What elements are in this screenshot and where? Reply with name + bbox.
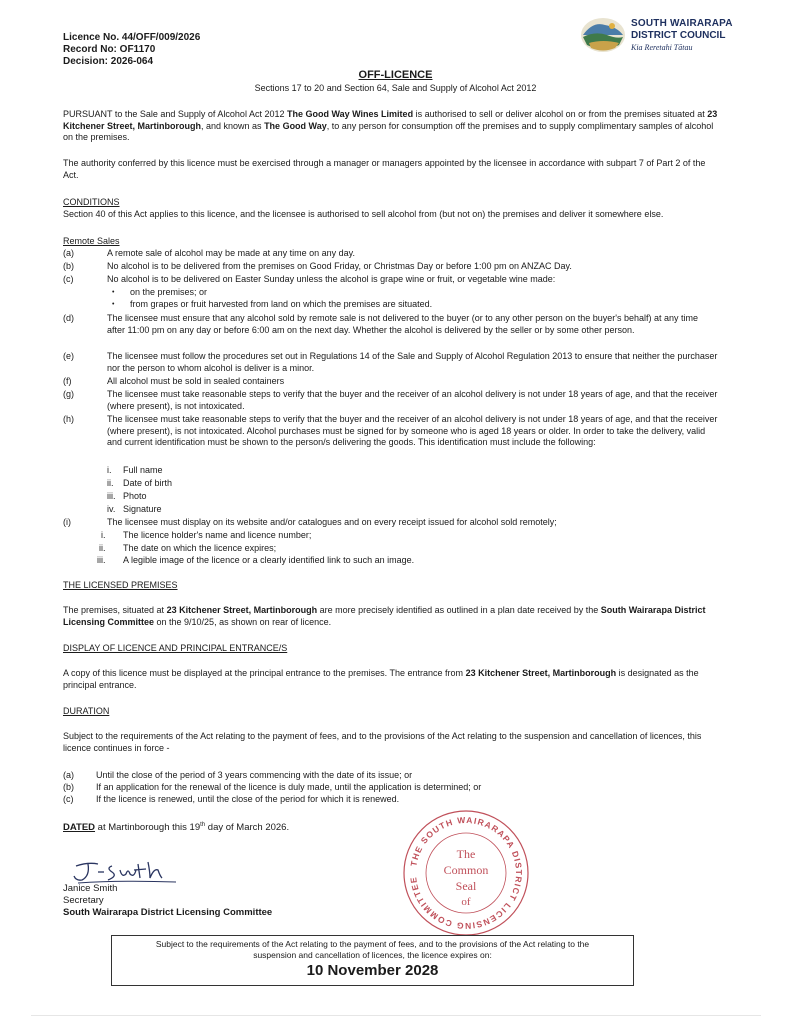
decision-number: Decision: 2026-064	[63, 56, 154, 67]
page-subtitle: Sections 17 to 20 and Section 64, Sale and Supply of Alcohol Act 2012	[254, 83, 537, 93]
premises-paragraph	[63, 605, 718, 628]
condition-label: (a)	[63, 248, 74, 258]
signatory-name: Janice Smith	[63, 883, 118, 894]
bullet-icon: •	[112, 289, 115, 296]
condition-label: (b)	[63, 261, 74, 271]
condition-label: (f)	[63, 376, 72, 386]
dated-text: day of March 2026.	[205, 822, 290, 834]
signatory-block	[63, 883, 718, 919]
duration-label: (a)	[63, 770, 74, 780]
condition-text: A remote sale of alcohol may be made at any time on any day.	[107, 248, 355, 258]
condition-text: The licensee must follow the procedures set out in Regulations 14 of the Sale and Supply of Alcohol Regulation 2013 to ensure that neither the purchaser nor the person to whom alcohol is deliver is a minor.	[107, 351, 718, 373]
condition-text: The licensee must take reasonable steps to verify that the buyer and the receiver of an alcohol delivery is not under 18 years of age, and that the receiver (where present), is not intoxicated.	[107, 389, 718, 411]
expiry-line-2: suspension and cancellation of licences, the licence expires on:	[253, 950, 492, 960]
display-text: A copy of this licence must be displayed at the principal entrance to the premises. The entrance from	[63, 668, 466, 678]
roman-numeral: iii.	[97, 555, 106, 565]
display-item: A legible image of the licence or a clearly identified link to such an image.	[123, 555, 415, 565]
expiry-date: 10 November 2028	[306, 962, 439, 979]
intro-text: , and known as	[201, 120, 265, 131]
condition-label: (e)	[63, 351, 74, 361]
duration-heading: DURATION	[63, 706, 110, 716]
condition-text: All alcohol must be sold in sealed containers	[107, 376, 285, 386]
duration-label: (b)	[63, 782, 74, 792]
conditions-heading: CONDITIONS	[63, 197, 120, 207]
condition-text: The licensee must take reasonable steps to verify that the buyer and the receiver of an alcohol delivery is not under 18 years of age, and that the receiver (where present), is not intoxicated. Alcohol purchases must be signed for by someone who is aged 18 years or older. In order to take the delivery, valid and current identification must be shown to the person/s delivering the goods. This identification must include the following:	[107, 414, 718, 447]
logo-line-2: DISTRICT COUNCIL	[631, 30, 726, 41]
bullet-text: from grapes or fruit harvested from land on which the premises are situated.	[130, 299, 433, 309]
intro-text: is authorised to sell or deliver alcohol on or from the premises situated at	[413, 109, 708, 119]
expiry-box	[111, 935, 634, 986]
page-edge	[31, 1015, 761, 1017]
condition-label: (i)	[63, 517, 71, 527]
seal-text-4: of	[461, 896, 471, 908]
roman-numeral: ii.	[99, 543, 106, 553]
seal-text-1: The	[456, 847, 476, 861]
display-item: The licence holder's name and licence number;	[123, 530, 312, 540]
condition-text: No alcohol is to be delivered on Easter Sunday unless the alcohol is grape wine or fruit, or vegetable wine made:	[107, 274, 556, 284]
premises-address: 23 Kitchener Street, Martinborough	[166, 605, 318, 615]
roman-numeral: i.	[101, 530, 106, 540]
seal-ring-text: THE SOUTH WAIRARAPA DISTRICT LICENSING COMMITTEE	[408, 814, 525, 932]
expiry-line-1: Subject to the requirements of the Act relating to the payment of fees, and to the provisions of the Act relating to the	[155, 939, 590, 949]
intro-text: , to any person for consumption off the premises and to supply complimentary samples of alcohol on the premises.	[63, 120, 714, 142]
condition-label: (g)	[63, 389, 74, 399]
duration-paragraph: Subject to the requirements of the Act relating to the payment of fees, and to the provisions of the Act relating to the suspension and cancellation of licences, this licence continues in force -	[63, 731, 702, 753]
intro-paragraph	[63, 109, 718, 144]
logo-line-1: SOUTH WAIRARAPA	[631, 18, 733, 29]
remote-sales-heading: Remote Sales	[63, 236, 120, 246]
roman-numeral: ii.	[107, 478, 114, 488]
dated-sup: th	[200, 822, 206, 828]
id-item: Signature	[123, 504, 162, 514]
record-number: Record No: OF1170	[63, 44, 156, 55]
signatory-committee: South Wairarapa District Licensing Committee	[63, 907, 273, 918]
committee-name: South Wairarapa District Licensing Committee	[63, 605, 706, 627]
display-item: The date on which the licence expires;	[123, 543, 277, 553]
licence-header	[63, 32, 200, 68]
premises-text: on the 9/10/25, as shown on rear of licence.	[154, 616, 332, 627]
premises-address: 23 Kitchener Street, Martinborough	[63, 109, 718, 131]
licensee-name: The Good Way Wines Limited	[286, 109, 414, 119]
trading-name: The Good Way	[264, 120, 327, 131]
condition-text: No alcohol is to be delivered from the premises on Good Friday, or Christmas Day or before 1:00 pm on ANZAC Day.	[107, 261, 572, 271]
entrance-address: 23 Kitchener Street, Martinborough	[465, 668, 617, 678]
duration-text: If an application for the renewal of the licence is duly made, until the application is determined; or	[96, 782, 482, 792]
council-logo	[579, 15, 744, 60]
conditions-text: Section 40 of this Act applies to this licence, and the licensee is authorised to sell alcohol from (but not on) the premises and deliver it somewhere else.	[63, 209, 664, 219]
signature	[70, 856, 180, 886]
duration-text: If the licence is renewed, until the close of the period for which it is renewed.	[96, 794, 400, 804]
council-emblem-icon	[579, 15, 627, 55]
condition-text: The licensee must ensure that any alcohol sold by remote sale is not delivered to the buyer (or to any other person on the buyer's behalf) at any time after 11:00 pm on any day or before 6:00 am on the next day. Whether the alcohol is delivered by the seller or by some other person.	[107, 313, 699, 335]
seal-text-2: Common	[443, 863, 489, 877]
page-title: OFF-LICENCE	[358, 69, 433, 81]
authority-paragraph: The authority conferred by this licence must be exercised through a manager or managers appointed by the licensee in accordance with subpart 7 of Part 2 of the Act.	[63, 158, 706, 180]
display-text: is designated as the principal entrance.	[63, 668, 699, 690]
id-item: Photo	[123, 491, 147, 501]
seal-text-3: Seal	[455, 879, 477, 893]
condition-label: (c)	[63, 274, 74, 284]
id-item: Full name	[123, 465, 163, 475]
roman-numeral: iv.	[107, 504, 116, 514]
premises-text: The premises, situated at	[63, 605, 167, 615]
bullet-text: on the premises; or	[130, 287, 208, 297]
roman-numeral: iii.	[107, 491, 116, 501]
dated-word: DATED	[63, 822, 96, 834]
bullet-icon: •	[112, 301, 115, 308]
dated-line	[63, 820, 718, 834]
licence-number: Licence No. 44/OFF/009/2026	[63, 32, 201, 43]
roman-numeral: i.	[107, 465, 112, 475]
condition-text: The licensee must display on its website and/or catalogues and on every receipt issued for alcohol sold remotely;	[107, 517, 557, 527]
condition-label: (d)	[63, 313, 74, 323]
intro-text: PURSUANT to the Sale and Supply of Alcohol Act 2012	[63, 109, 287, 119]
premises-text: are more precisely identified as outlined in a plan date received by the	[317, 605, 601, 615]
display-heading: DISPLAY OF LICENCE AND PRINCIPAL ENTRANCE/S	[63, 643, 288, 653]
duration-label: (c)	[63, 794, 74, 804]
id-item: Date of birth	[123, 478, 173, 488]
common-seal	[401, 808, 531, 938]
display-paragraph	[63, 668, 718, 691]
logo-line-3: Kia Reretahi Tātau	[631, 43, 693, 52]
condition-label: (h)	[63, 414, 74, 424]
signatory-role: Secretary	[63, 895, 104, 906]
premises-heading: THE LICENSED PREMISES	[63, 580, 178, 590]
dated-text: at Martinborough this 19	[95, 822, 201, 834]
duration-text: Until the close of the period of 3 years commencing with the date of its issue; or	[96, 770, 413, 780]
